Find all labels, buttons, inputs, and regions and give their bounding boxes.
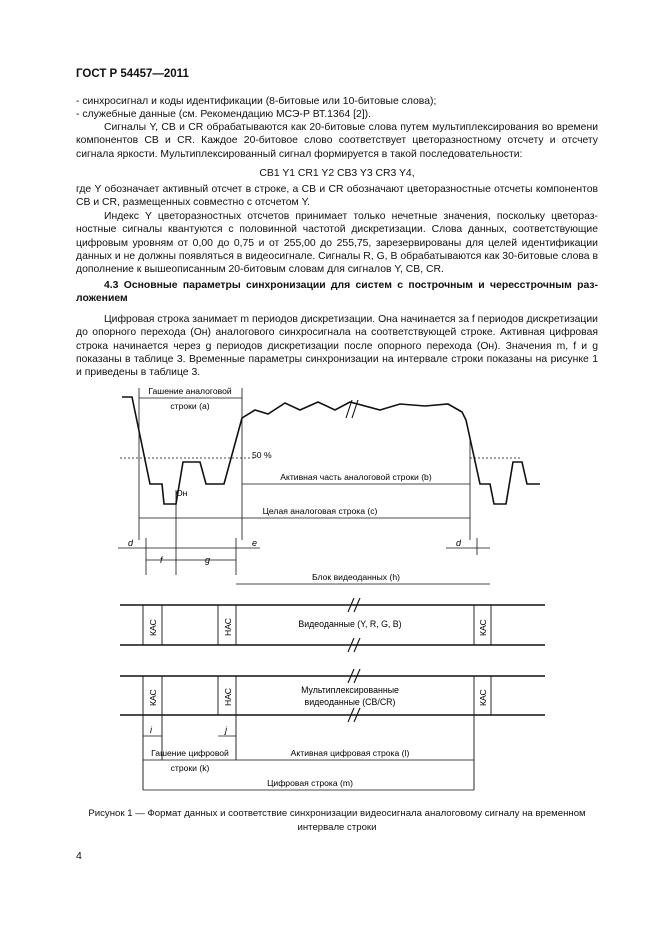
video-block-label: Блок видеоданных (h) <box>312 572 400 582</box>
paragraph-1: Сигналы Y, CB и CR обрабатываются как 20-битовые слова путем мультиплексирования во времени компонентов CB и CR. Каждое 20-битовое слово соответствует цветоразностному отсчету и отсчету сигнала яркости. Мультиплексированный сигнал формируется в такой последовательности: <box>76 122 598 160</box>
video-data-label: Видеоданные (Y, R, G, B) <box>298 619 402 629</box>
document-header: ГОСТ Р 54457—2011 <box>76 68 189 80</box>
digital-blanking-label-1: Гашение цифровой <box>151 748 229 758</box>
level-50-label: 50 % <box>252 450 272 460</box>
oh-label: Он <box>176 488 188 498</box>
analog-blanking-label-2: строки (a) <box>170 401 210 411</box>
paragraph-2: где Y обозначает активный отсчет в строке, а CB и CR обозначают цветоразностные отсчеты компонентов CB и CR, размещенных совместно с отсчетом Y. <box>76 184 598 209</box>
label-j: j <box>225 725 227 735</box>
formula: CB1 Y1 CR1 Y2 CB3 Y3 CR3 Y4, <box>259 168 415 179</box>
mux-label-2: видеоданные (CB/CR) <box>304 697 396 707</box>
label-i: i <box>150 725 152 735</box>
page-number: 4 <box>76 850 82 862</box>
active-analog-label: Активная часть аналоговой строки (b) <box>280 472 432 482</box>
total-analog-label: Целая аналоговая строка (c) <box>262 506 378 516</box>
bullet-1: - синхросигнал и коды идентификации (8-битовые или 10-битовые слова); <box>76 96 437 107</box>
analog-blanking-label-1: Гашение аналоговой <box>148 386 232 396</box>
active-digital-label: Активная цифровая строка (l) <box>290 748 410 758</box>
figure-caption: Рисунок 1 — Формат данных и соответствие синхронизации видеосигнала аналоговому сигналу на временном интервале строки <box>88 808 586 833</box>
label-d: d <box>128 538 134 548</box>
mux-label-1: Мультиплексированные <box>301 685 399 695</box>
label-g: g <box>205 555 211 565</box>
nac-label-2: НАС <box>223 688 233 706</box>
section-heading: 4.3 Основные параметры синхронизации для систем с построчным и чересстрочным разложением <box>76 280 598 305</box>
paragraph-4: Цифровая строка занимает m периодов дискретизации. Она начинается за f периодов дискретизации до опорного перехода (Он) аналогового синхросигнала на соответствующей строке. Активная цифровая строка начинается через g периодов дискретизации после опорного перехода (Он). Значения m, f и g показаны в таблице 3. Временные параметры синхронизации на интервале строки показаны на рисунке 1 и приведены в таблице 3. <box>76 314 598 379</box>
kac-label-2: КАС <box>478 619 488 636</box>
digital-line-label: Цифровая строка (m) <box>267 778 353 788</box>
bullet-2: - служебные данные (см. Рекомендацию МСЭ-Р ВТ.1364 [2]). <box>76 109 372 120</box>
label-d-right: d <box>456 538 462 548</box>
label-e: e <box>252 538 258 548</box>
nac-label-1: НАС <box>223 618 233 636</box>
timing-diagram <box>0 375 661 800</box>
kac-label-3: КАС <box>148 689 158 706</box>
kac-label-1: КАС <box>148 619 158 636</box>
kac-label-4: КАС <box>478 689 488 706</box>
paragraph-3: Индекс Y цветоразностных отсчетов принимает только нечетные значения, поскольку цветоразностные сигналы квантуются с половинной частотой дискретизации. Слова данных, соответствующие цифровым уровням от 0,00 до 0,75 и от 255,00 до 255,75, зарезервированы для целей идентификации данных и не должны появляться в видеосигнале. Сигналы R, G, B обрабатываются как 30-битовые слова в дополнение к вышеописанным 20-битовым словам для сигналов Y, CB, CR. <box>76 211 598 276</box>
digital-blanking-label-2: строки (k) <box>170 763 210 773</box>
label-f: f <box>160 555 163 565</box>
